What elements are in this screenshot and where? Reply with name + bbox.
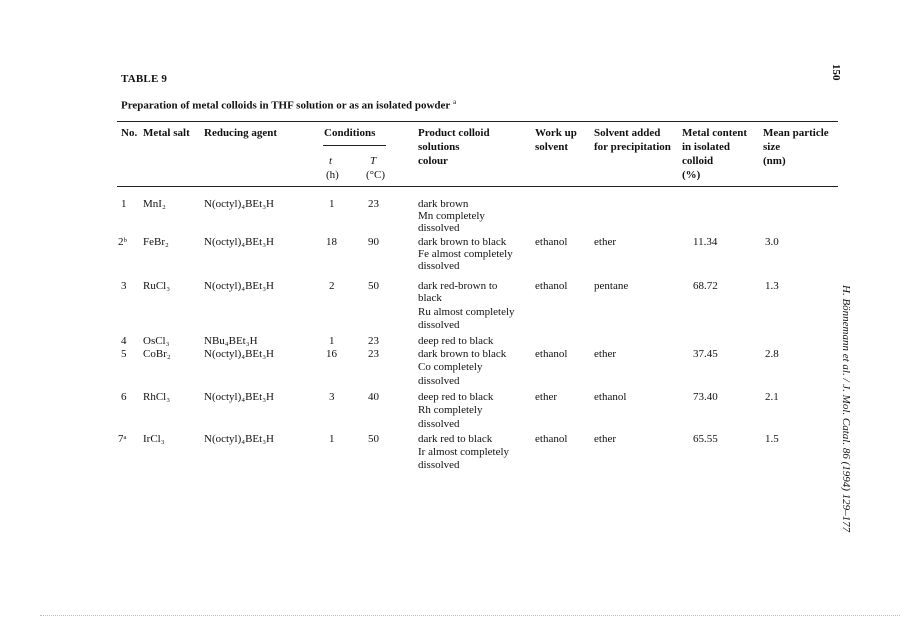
row-1-product-1: dark brown [418,198,469,210]
header-t: t [329,155,333,167]
caption-footnote-marker: a [453,98,457,106]
row-7-product-1: dark red to black [418,433,493,445]
row-7-agent: N(octyl)₄BEt₃H [204,433,274,445]
header-product-1: Product colloid [418,127,490,139]
header-bottom-rule [117,186,838,187]
row-3-product-4: dissolved [418,319,460,331]
row-3-product-1: dark red-brown to [418,280,498,292]
row-3-product-3: Ru almost completely [418,306,515,318]
row-2-product-3: dissolved [418,260,460,272]
row-1-agent: N(octyl)₄BEt₃H [204,198,274,210]
row-2-salt: FeBr₂ [143,236,169,248]
row-3-t: 2 [329,280,335,292]
header-T: T [370,155,377,167]
row-4-product-1: deep red to black [418,335,494,347]
top-rule [117,121,838,122]
header-metal-3: colloid [682,155,714,167]
row-5-product-1: dark brown to black [418,348,507,360]
row-7-size: 1.5 [765,433,779,445]
row-6-workup: ether [535,391,557,403]
row-7-workup: ethanol [535,433,568,445]
row-2-solvent: ether [594,236,616,248]
header-particle-3: (nm) [763,155,786,167]
row-5-size: 2.8 [765,348,779,360]
row-6-product-2: Rh completely [418,404,483,416]
row-6-solvent: ethanol [594,391,627,403]
row-5-product-2: Co completely [418,361,483,373]
row-3-workup: ethanol [535,280,568,292]
header-metal-salt: Metal salt [143,127,190,139]
row-4-t: 1 [329,335,335,347]
table-label: TABLE 9 [121,73,168,85]
row-2-T: 90 [368,236,379,248]
page-number: 150 [830,64,842,81]
header-metal-4: (%) [682,169,701,181]
caption-text: Preparation of metal colloids in THF solution or as an isolated powder [121,99,451,112]
header-workup-1: Work up [535,127,577,139]
row-7-salt: IrCl₃ [143,433,165,445]
row-6-no: 6 [121,391,127,403]
row-1-product-3: dissolved [418,222,460,234]
row-5-no: 5 [121,348,127,360]
row-6-product-1: deep red to black [418,391,494,403]
row-5-solvent: ether [594,348,616,360]
row-3-size: 1.3 [765,280,779,292]
row-6-size: 2.1 [765,391,779,403]
row-6-metal: 73.40 [693,391,718,403]
table-caption [121,98,456,112]
row-4-T: 23 [368,335,379,347]
row-2-agent: N(octyl)₄BEt₃H [204,236,274,248]
row-6-salt: RhCl₃ [143,391,171,403]
row-2-product-2: Fe almost completely [418,248,513,260]
header-metal-1: Metal content [682,127,748,139]
row-4-no: 4 [121,335,127,347]
row-7-metal: 65.55 [693,433,718,445]
conditions-rule [323,145,386,146]
header-solvent-1: Solvent added [594,127,661,139]
row-3-metal: 68.72 [693,280,718,292]
row-2-t: 18 [326,236,337,248]
row-5-agent: N(octyl)₄BEt₃H [204,348,274,360]
row-3-agent: N(octyl)₄BEt₃H [204,280,274,292]
row-3-product-2: black [418,292,442,304]
header-particle-2: size [763,141,781,153]
header-solvent-2: for precipitation [594,141,671,153]
header-reducing-agent: Reducing agent [204,127,278,139]
row-7-solvent: ether [594,433,616,445]
row-2-no: 2ᵇ [118,236,127,248]
row-2-workup: ethanol [535,236,568,248]
header-t-unit: (h) [326,169,339,181]
row-7-T: 50 [368,433,379,445]
header-T-unit: (°C) [366,169,386,181]
scan-artifact-dots [40,615,900,624]
row-1-T: 23 [368,198,379,210]
header-metal-2: in isolated [682,141,730,153]
row-7-product-3: dissolved [418,459,460,471]
row-6-product-3: dissolved [418,418,460,430]
row-6-agent: N(octyl)₄BEt₃H [204,391,274,403]
row-3-T: 50 [368,280,379,292]
row-7-t: 1 [329,433,335,445]
row-6-T: 40 [368,391,379,403]
row-3-solvent: pentane [594,280,629,292]
row-5-T: 23 [368,348,379,360]
row-4-agent: NBu₄BEt₃H [204,335,258,347]
row-1-t: 1 [329,198,335,210]
row-3-salt: RuCl₃ [143,280,171,292]
row-5-workup: ethanol [535,348,568,360]
header-product-2: solutions [418,141,460,153]
row-2-size: 3.0 [765,236,779,248]
header-product-3: colour [418,155,448,167]
row-5-product-3: dissolved [418,375,460,387]
row-5-t: 16 [326,348,337,360]
row-6-t: 3 [329,391,335,403]
header-no: No. [121,127,138,139]
row-1-no: 1 [121,198,127,210]
row-4-salt: OsCl₃ [143,335,170,347]
row-5-metal: 37.45 [693,348,718,360]
row-1-product-2: Mn completely [418,210,485,222]
row-7-product-2: Ir almost completely [418,446,510,458]
row-2-metal: 11.34 [693,236,718,248]
header-workup-2: solvent [535,141,568,153]
row-3-no: 3 [121,280,127,292]
row-1-salt: MnI₂ [143,198,166,210]
header-conditions: Conditions [324,127,376,139]
row-5-salt: CoBr₂ [143,348,171,360]
row-2-product-1: dark brown to black [418,236,507,248]
running-head: H. Bönnemann et al. / J. Mol. Catal. 86 (1994) 129–177 [840,285,852,533]
header-particle-1: Mean particle [763,127,829,139]
row-7-no: 7ᵃ [118,433,127,445]
